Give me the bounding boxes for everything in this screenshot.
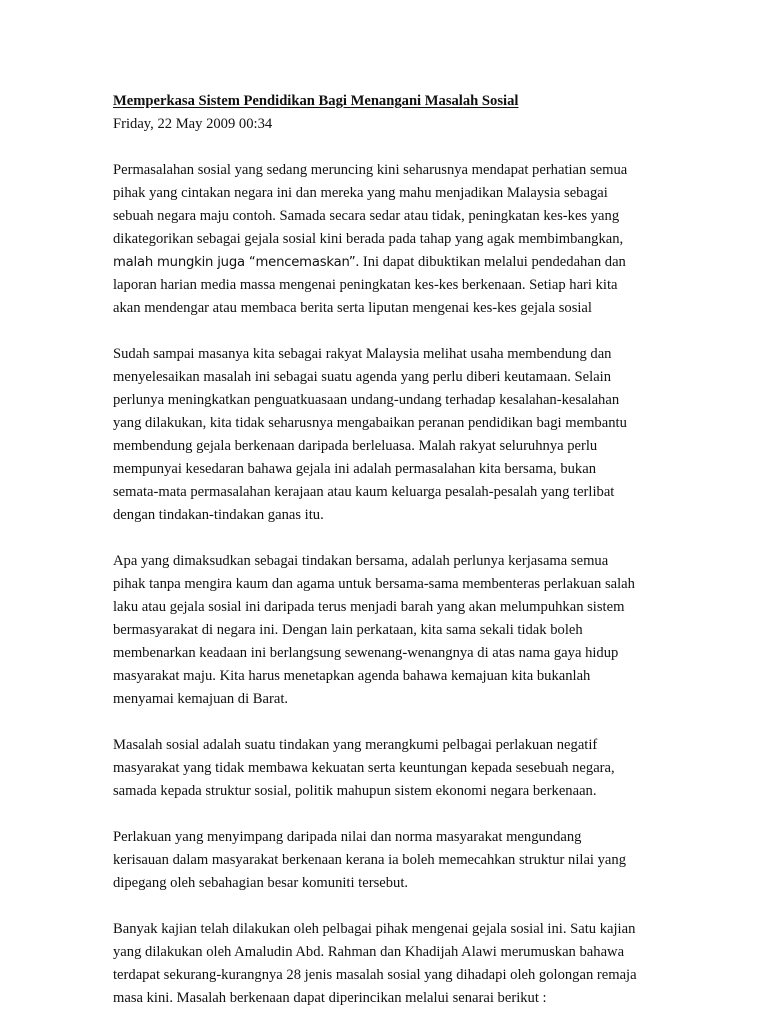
text-line: menyelesaikan masalah ini sebagai suatu agenda yang perlu diberi keutamaan. Selain xyxy=(113,369,612,385)
paragraph-6 xyxy=(113,918,658,1010)
paragraph-3 xyxy=(113,550,658,711)
text-line: Apa yang dimaksudkan sebagai tindakan bersama, adalah perlunya kerjasama semua xyxy=(113,553,609,569)
text-line: semata-mata permasalahan kerajaan atau kaum keluarga pesalah-pesalah yang terlibat xyxy=(113,484,615,500)
sans-text-fragment: malah mungkin juga “mencemaskan” xyxy=(113,255,356,270)
text-line: samada kepada struktur sosial, politik mahupun sistem ekonomi negara berkenaan. xyxy=(113,783,597,799)
text-line: dikategorikan sebagai gejala sosial kini berada pada tahap yang agak membimbangkan, xyxy=(113,231,624,247)
text-line: Banyak kajian telah dilakukan oleh pelbagai pihak mengenai gejala sosial ini. Satu kajian xyxy=(113,921,636,937)
paragraph-2 xyxy=(113,343,658,527)
article-title: Memperkasa Sistem Pendidikan Bagi Menangani Masalah Sosial xyxy=(113,93,519,109)
text-line: Perlakuan yang menyimpang daripada nilai dan norma masyarakat mengundang xyxy=(113,829,582,845)
article-date: Friday, 22 May 2009 00:34 xyxy=(113,116,273,132)
paragraph-1 xyxy=(113,159,658,320)
text-line: masyarakat maju. Kita harus menetapkan agenda bahawa kemajuan kita bukanlah xyxy=(113,668,591,684)
text-line: sebuah negara maju contoh. Samada secara sedar atau tidak, peningkatan kes-kes yang xyxy=(113,208,620,224)
text-line: pihak tanpa mengira kaum dan agama untuk bersama-sama membenteras perlakuan salah xyxy=(113,576,635,592)
text-line: Permasalahan sosial yang sedang meruncing kini seharusnya mendapat perhatian semua xyxy=(113,162,628,178)
paragraph-5 xyxy=(113,826,658,895)
text-line: laku atau gejala sosial ini daripada terus menjadi barah yang akan melumpuhkan sistem xyxy=(113,599,625,615)
text-line: masyarakat yang tidak membawa kekuatan serta keuntungan kepada sesebuah negara, xyxy=(113,760,615,776)
text-line: kerisauan dalam masyarakat berkenaan kerana ia boleh memecahkan struktur nilai yang xyxy=(113,852,626,868)
text-line: dipegang oleh sebahagian besar komuniti tersebut. xyxy=(113,875,409,891)
mixed-font-line xyxy=(113,251,658,274)
serif-text-fragment: . Ini dapat dibuktikan melalui pendedahan dan xyxy=(355,254,626,270)
text-line: terdapat sekurang-kurangnya 28 jenis masalah sosial yang dihadapi oleh golongan remaja xyxy=(113,967,637,983)
paragraph-4 xyxy=(113,734,658,803)
text-line: Masalah sosial adalah suatu tindakan yang merangkumi pelbagai perlakuan negatif xyxy=(113,737,598,753)
text-line: bermasyarakat di negara ini. Dengan lain perkataan, kita sama sekali tidak boleh xyxy=(113,622,583,638)
text-line: membendung gejala berkenaan daripada berleluasa. Malah rakyat seluruhnya perlu xyxy=(113,438,598,454)
text-line: pihak yang cintakan negara ini dan mereka yang mahu menjadikan Malaysia sebagai xyxy=(113,185,608,201)
text-line: perlunya meningkatkan penguatkuasaan undang-undang terhadap kesalahan-kesalahan xyxy=(113,392,620,408)
text-line: mempunyai kesedaran bahawa gejala ini adalah permasalahan kita bersama, bukan xyxy=(113,461,597,477)
text-line: yang dilakukan oleh Amaludin Abd. Rahman dan Khadijah Alawi merumuskan bahawa xyxy=(113,944,625,960)
text-line: yang dilakukan, kita tidak seharusnya mengabaikan peranan pendidikan bagi membantu xyxy=(113,415,627,431)
document-page xyxy=(113,90,658,1033)
text-line: laporan harian media massa mengenai peningkatan kes-kes berkenaan. Setiap hari kita xyxy=(113,277,618,293)
text-line: Sudah sampai masanya kita sebagai rakyat Malaysia melihat usaha membendung dan xyxy=(113,346,612,362)
text-line: menyamai kemajuan di Barat. xyxy=(113,691,289,707)
text-line: membenarkan keadaan ini berlangsung sewenang-wenangnya di atas nama gaya hidup xyxy=(113,645,619,661)
text-line: dengan tindakan-tindakan ganas itu. xyxy=(113,507,324,523)
text-line: masa kini. Masalah berkenaan dapat diperincikan melalui senarai berikut : xyxy=(113,990,547,1006)
text-line: akan mendengar atau membaca berita serta liputan mengenai kes-kes gejala sosial xyxy=(113,300,592,316)
